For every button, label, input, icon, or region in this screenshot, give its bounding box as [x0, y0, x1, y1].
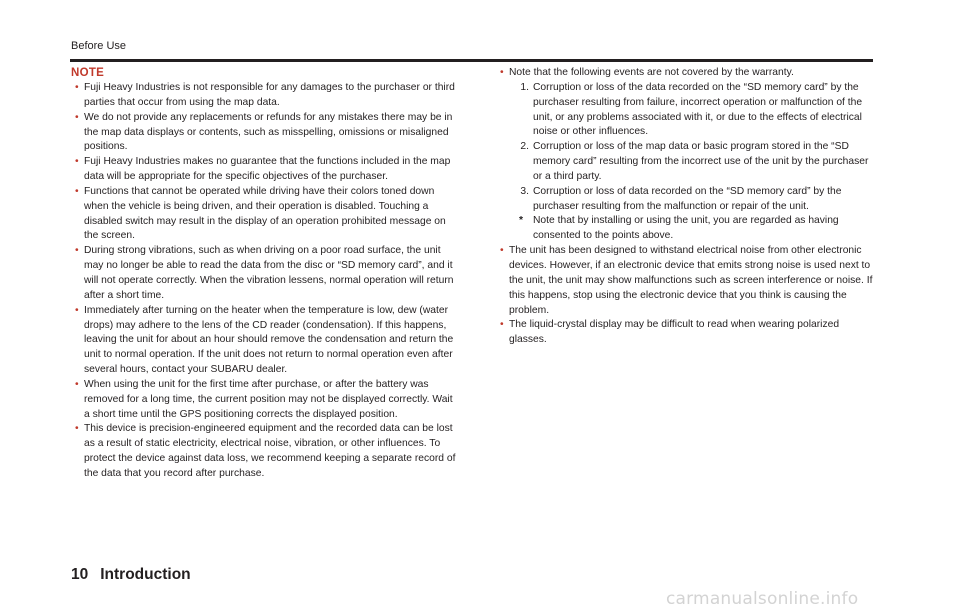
list-item: • Immediately after turning on the heater when the temperature is low, dew (water drops) may adhere to the lens of the CD reader (condensation). If this happens, leaving the unit for about an hour should remove the condensation and return the unit to normal operation. If the unit does not return to normal operation even after several hours, contact your SUBARU dealer.	[75, 304, 454, 376]
footnote: * Note that by installing or using the unit, you are regarded as having consented to the points above.	[519, 215, 839, 242]
right-column	[496, 66, 873, 348]
warranty-numbered-list	[509, 81, 873, 215]
page-number: 10	[71, 566, 89, 583]
bullet-icon: •	[75, 423, 79, 435]
section-title: Introduction	[100, 566, 191, 583]
list-item: • The liquid-crystal display may be difficult to read when wearing polarized glasses.	[500, 319, 840, 346]
numbered-item: 2. Corruption or loss of the map data or basic program stored in the “SD memory card” resulting from the incorrect use of the unit by the purchaser or a third party.	[520, 141, 869, 182]
list-item: • When using the unit for the first time after purchase, or after the battery was removed for a long time, the current position may not be displayed correctly. Wait a short time until the GPS positioning corrects the displayed position.	[75, 378, 453, 420]
right-bullet-list	[496, 66, 873, 348]
bullet-icon: •	[75, 245, 79, 257]
bullet-icon: •	[500, 67, 504, 78]
list-item: • Functions that cannot be operated while driving have their colors toned down when the vehicle is being driven, and their operation is disabled. Touching a disabled switch may result in the display of an operation prohibited message on the screen.	[75, 185, 446, 242]
list-item: • This device is precision-engineered equipment and the recorded data can be lost as a result of static electricity, electrical noise, vibration, or other influences. To protect the device against data loss, we recommend keeping a separate record of the data that you record after purchase.	[75, 423, 456, 479]
header-rule	[70, 59, 873, 62]
note-bullet-list	[71, 81, 456, 482]
watermark: carmanualsonline.info	[666, 589, 859, 609]
bullet-icon: •	[75, 111, 79, 123]
bullet-icon: •	[75, 185, 79, 197]
list-item: • We do not provide any replacements or refunds for any mistakes there may be in the map data displays or contents, such as misspelling, omissions or misaligned positions.	[75, 111, 453, 153]
left-column	[71, 66, 456, 482]
bullet-icon: •	[75, 378, 79, 390]
asterisk-icon: *	[519, 215, 524, 227]
bullet-icon: •	[500, 319, 504, 331]
warranty-bullet	[496, 66, 873, 244]
bullet-icon: •	[75, 156, 79, 168]
bullet-icon: •	[75, 82, 79, 93]
list-item: • Fuji Heavy Industries is not responsible for any damages to the purchaser or third parties that occur from using the map data.	[75, 82, 455, 108]
page-footer	[71, 566, 191, 584]
bullet-icon: •	[75, 304, 79, 316]
warranty-intro: Note that the following events are not covered by the warranty.	[509, 67, 794, 78]
list-item: • The unit has been designed to withstand electrical noise from other electronic devices. However, if an electronic device that emits strong noise is used next to the unit, the unit may show malfunctions such as screen interference or noise. If this happens, stop using the electronic device that you think is causing the problem.	[500, 245, 873, 316]
bullet-icon: •	[500, 245, 504, 257]
numbered-item: 3. Corruption or loss of data recorded on the “SD memory card” by the purchaser resulting from the malfunction or repair of the unit.	[520, 185, 842, 212]
numbered-item: 1. Corruption or loss of the data recorded on the “SD memory card” by the purchaser resulting from failure, incorrect operation or malfunction of the unit, or any problems associated with it, or due to the effects of electrical noise or other influences.	[520, 81, 863, 138]
running-header: Before Use	[71, 40, 127, 52]
list-item: • During strong vibrations, such as when driving on a poor road surface, the unit may no longer be able to read the data from the disc or “SD memory card”, and it will not operate correctly. When the vibration lessens, normal operation will return after a short time.	[75, 245, 454, 301]
note-title: NOTE	[71, 67, 105, 79]
list-item: • Fuji Heavy Industries makes no guarantee that the functions included in the map data will be appropriate for the specific objectives of the purchaser.	[75, 156, 451, 183]
